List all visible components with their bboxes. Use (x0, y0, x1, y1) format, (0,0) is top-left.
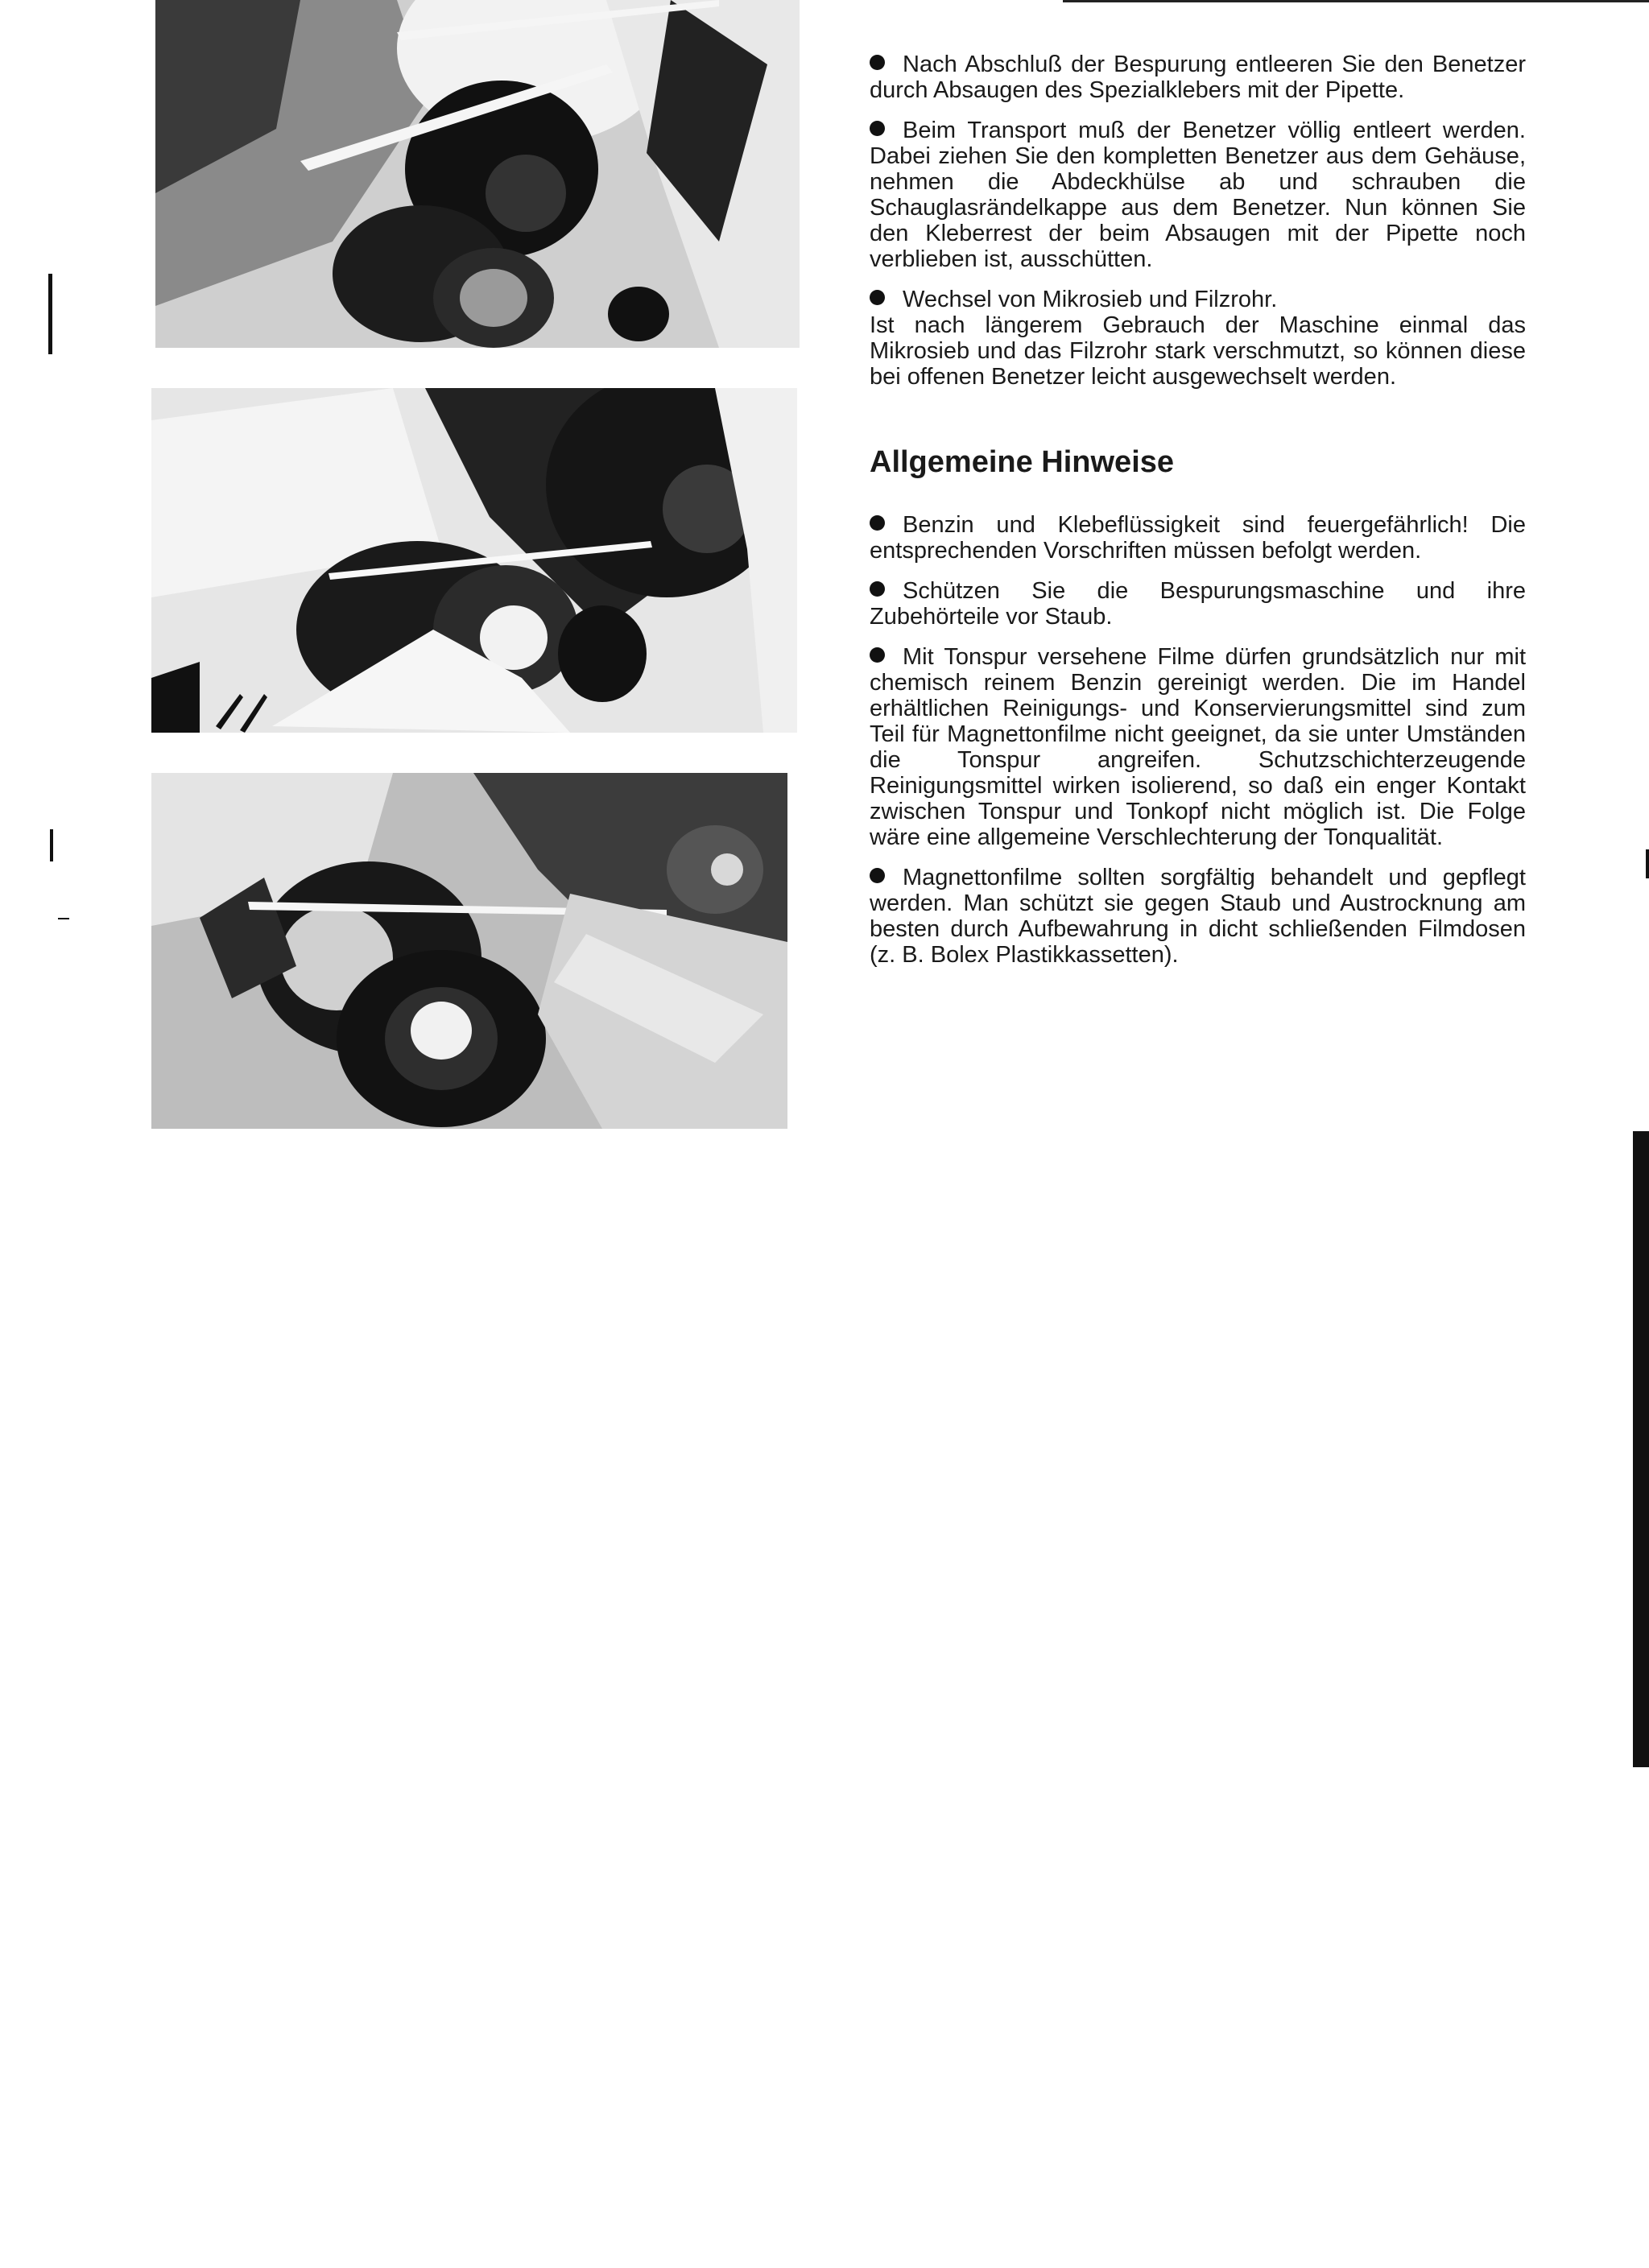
text-column (870, 52, 1526, 982)
scan-mark-left-2 (50, 829, 53, 861)
paragraph-continuation: Ist nach längerem Gebrauch der Maschine einmal das Mikrosieb und das Filzrohr stark verschmutzt, so können diese bei offenen Benetzer leicht ausgewechselt werden. (870, 312, 1526, 390)
bullet-icon (870, 647, 885, 663)
paragraph: Schützen Sie die Bespurungsmaschine und ihre Zubehörteile vor Staub. (870, 578, 1526, 630)
scan-mark-right-1 (1646, 849, 1649, 878)
paragraph: Benzin und Klebeflüssigkeit sind feuergefährlich! Die entsprechenden Vorschriften müssen befolgt werden. (870, 512, 1526, 564)
paragraph: Magnettonfilme sollten sorgfältig behandelt und gepflegt werden. Man schützt sie gegen Staub und Austrocknung am besten durch Aufbewahrung in dicht schließenden Filmdosen (z. B. Bolex Plastikkassetten). (870, 865, 1526, 968)
top-rule (1063, 0, 1649, 2)
machine-photo-2 (151, 388, 797, 733)
section-heading: Allgemeine Hinweise (870, 445, 1175, 479)
bullet-icon (870, 290, 885, 305)
bullet-icon (870, 868, 885, 883)
bullet-icon (870, 515, 885, 531)
bullet-icon (870, 121, 885, 136)
machine-photo-3 (151, 773, 787, 1129)
scan-mark-left-1 (48, 274, 52, 354)
bullet-icon (870, 581, 885, 597)
paragraph: Mit Tonspur versehene Filme dürfen grundsätzlich nur mit chemisch reinem Benzin gereinigt werden. Die im Handel erhältlichen Reinigungs- und Konservierungsmittel sind zum Teil für Magnettonfilme nicht geeignet, da sie unter Umständen die Tonspur angreifen. Schutzschichterzeugende Reinigungsmittel wirken isolierend, so daß ein enger Kontakt zwischen Tonspur und Tonkopf nicht möglich ist. Die Folge wäre eine allgemeine Verschlechterung der Tonqualität. (870, 644, 1526, 850)
paragraph: Wechsel von Mikrosieb und Filzrohr. (870, 287, 1526, 312)
paragraph: Nach Abschluß der Bespurung entleeren Sie den Benetzer durch Absaugen des Spezialklebers mit der Pipette. (870, 52, 1526, 103)
scan-mark-right-2 (1633, 1131, 1649, 1767)
machine-photo-1 (155, 0, 800, 348)
scan-mark-left-3 (58, 918, 69, 919)
bullet-icon (870, 55, 885, 70)
paragraph: Beim Transport muß der Benetzer völlig entleert werden. Dabei ziehen Sie den kompletten Benetzer aus dem Gehäuse, nehmen die Abdeckhülse ab und schrauben die Schauglasrändelkappe aus dem Benetzer. Nun können Sie den Kleberrest der beim Absaugen mit der Pipette noch verblieben ist, ausschütten. (870, 118, 1526, 272)
